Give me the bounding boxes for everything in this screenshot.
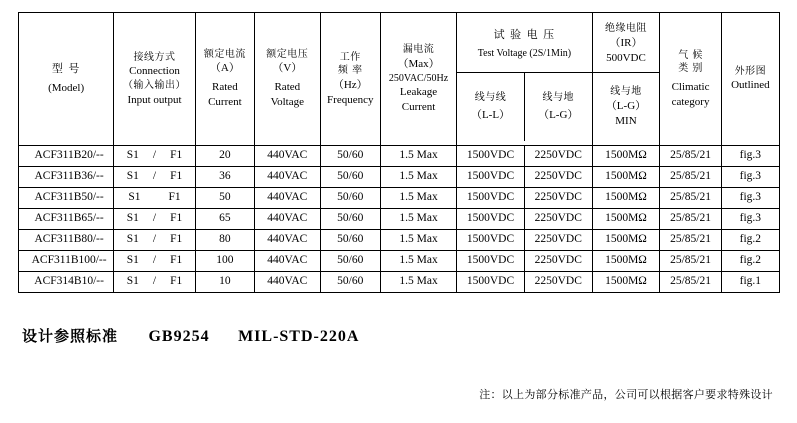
header-leakage-condition: 250VAC/50Hz [388, 72, 449, 84]
header-outlined-cn: 外形图 [734, 65, 767, 77]
header-connection-en: Connection [129, 65, 180, 78]
header-rated-current-cn: 额定电流 [203, 48, 246, 60]
header-rated-voltage-en2: Voltage [270, 96, 304, 109]
header-insulation-lg-en: （L-G） [605, 99, 647, 112]
cell-connection-out: F1 [170, 233, 183, 246]
header-rated-voltage-en1: Rated [274, 81, 301, 94]
cell-model: ACF311B65/-- [19, 209, 114, 230]
cell-frequency: 50/60 [320, 230, 380, 251]
header-leakage-unit: （Max） [397, 57, 440, 70]
design-standard-line [22, 325, 359, 346]
cell-connection [114, 188, 195, 209]
header-climatic-cn1: 气 候 [678, 49, 703, 61]
cell-test-lg: 2250VDC [524, 188, 592, 209]
cell-climatic: 25/85/21 [660, 209, 721, 230]
cell-connection-sep: / [152, 212, 157, 225]
header-frequency [320, 13, 380, 146]
cell-rated-voltage: 440VAC [255, 167, 321, 188]
cell-climatic: 25/85/21 [660, 146, 721, 167]
cell-model: ACF311B80/-- [19, 230, 114, 251]
cell-insulation: 1500MΩ [592, 209, 660, 230]
cell-rated-voltage: 440VAC [255, 188, 321, 209]
cell-rated-voltage: 440VAC [255, 251, 321, 272]
cell-test-ll: 1500VDC [457, 251, 525, 272]
header-rated-voltage [255, 13, 321, 146]
cell-connection-out: F1 [170, 212, 183, 225]
cell-leakage: 1.5 Max [380, 272, 456, 293]
cell-test-lg: 2250VDC [524, 167, 592, 188]
header-insulation-abbr: （IR） [609, 36, 643, 49]
footer-note: 注：以上为部分标准产品，公司可以根据客户要求特殊设计 [479, 388, 773, 401]
cell-model: ACF311B20/-- [19, 146, 114, 167]
cell-outlined: fig.3 [721, 188, 779, 209]
header-insulation-lg-cn: 线与地 [610, 86, 642, 98]
cell-rated-current: 20 [195, 146, 254, 167]
cell-connection [114, 146, 195, 167]
cell-model: ACF311B50/-- [19, 188, 114, 209]
cell-test-lg: 2250VDC [524, 230, 592, 251]
cell-leakage: 1.5 Max [380, 146, 456, 167]
cell-frequency: 50/60 [320, 251, 380, 272]
cell-rated-current: 80 [195, 230, 254, 251]
cell-outlined: fig.1 [721, 272, 779, 293]
cell-leakage: 1.5 Max [380, 209, 456, 230]
header-frequency-en: Frequency [327, 93, 374, 106]
header-insulation-condition: 500VDC [606, 51, 646, 64]
header-test-voltage-cn: 试 验 电 压 [493, 27, 556, 41]
cell-frequency: 50/60 [320, 272, 380, 293]
table-row [19, 167, 780, 188]
table-row [19, 272, 780, 293]
cell-leakage: 1.5 Max [380, 188, 456, 209]
cell-connection-in: S1 [126, 212, 139, 225]
cell-connection-in: S1 [126, 170, 139, 183]
cell-connection-out: F1 [170, 254, 183, 267]
cell-model: ACF314B10/-- [19, 272, 114, 293]
cell-rated-voltage: 440VAC [255, 209, 321, 230]
header-connection-io-cn: （输入输出） [122, 80, 186, 91]
cell-connection [114, 230, 195, 251]
cell-leakage: 1.5 Max [380, 167, 456, 188]
header-insulation-resistance [592, 13, 660, 146]
header-rated-current-unit: （A） [209, 62, 240, 75]
table-row [19, 146, 780, 167]
cell-test-ll: 1500VDC [457, 272, 525, 293]
cell-connection-out: F1 [170, 149, 183, 162]
header-test-voltage-en: Test Voltage (2S/1Min) [477, 47, 572, 59]
cell-climatic: 25/85/21 [660, 230, 721, 251]
specification-table [18, 12, 780, 293]
header-leakage-cn: 漏电流 [402, 44, 435, 56]
cell-test-ll: 1500VDC [457, 146, 525, 167]
cell-connection [114, 251, 195, 272]
header-model-en: (Model) [48, 82, 85, 94]
cell-rated-voltage: 440VAC [255, 146, 321, 167]
table-header [19, 13, 780, 146]
cell-connection [114, 272, 195, 293]
header-frequency-cn2: 频 率 [337, 65, 363, 77]
cell-model: ACF311B36/-- [19, 167, 114, 188]
cell-test-ll: 1500VDC [457, 209, 525, 230]
header-test-voltage-lg [525, 73, 592, 141]
header-climatic-en2: category [671, 95, 710, 108]
header-leakage-current [380, 13, 456, 146]
table-body [19, 146, 780, 293]
cell-climatic: 25/85/21 [660, 272, 721, 293]
cell-climatic: 25/85/21 [660, 251, 721, 272]
cell-insulation: 1500MΩ [592, 251, 660, 272]
cell-connection-in: S1 [126, 254, 139, 267]
cell-rated-current: 50 [195, 188, 254, 209]
cell-connection-sep: / [152, 149, 157, 162]
cell-connection-sep: / [152, 275, 157, 288]
cell-rated-voltage: 440VAC [255, 272, 321, 293]
header-frequency-unit: （Hz） [332, 78, 368, 91]
cell-rated-current: 100 [195, 251, 254, 272]
header-outlined [721, 13, 779, 146]
cell-test-lg: 2250VDC [524, 146, 592, 167]
header-test-lg-cn: 线与地 [542, 91, 574, 103]
cell-frequency: 50/60 [320, 209, 380, 230]
cell-test-ll: 1500VDC [457, 167, 525, 188]
cell-rated-current: 10 [195, 272, 254, 293]
header-test-lg-en: （L-G） [538, 109, 579, 122]
cell-connection-in: S1 [128, 191, 141, 204]
cell-test-ll: 1500VDC [457, 230, 525, 251]
header-insulation-cn: 绝缘电阻 [604, 23, 647, 35]
cell-outlined: fig.3 [721, 209, 779, 230]
header-test-voltage-ll [457, 73, 525, 141]
header-model-cn: 型 号 [51, 62, 81, 76]
cell-frequency: 50/60 [320, 146, 380, 167]
cell-rated-voltage: 440VAC [255, 230, 321, 251]
cell-insulation: 1500MΩ [592, 188, 660, 209]
cell-connection-out: F1 [170, 170, 183, 183]
cell-outlined: fig.2 [721, 251, 779, 272]
cell-frequency: 50/60 [320, 188, 380, 209]
cell-test-lg: 2250VDC [524, 251, 592, 272]
table-row [19, 188, 780, 209]
cell-frequency: 50/60 [320, 167, 380, 188]
header-connection-io-en: Input output [127, 93, 182, 106]
cell-connection-out: F1 [170, 275, 183, 288]
cell-test-ll: 1500VDC [457, 188, 525, 209]
header-rated-voltage-cn: 额定电压 [266, 48, 309, 60]
cell-insulation: 1500MΩ [592, 272, 660, 293]
cell-connection-sep: / [152, 233, 157, 246]
header-climatic-en1: Climatic [671, 80, 710, 93]
table-row [19, 251, 780, 272]
header-test-ll-cn: 线与线 [474, 91, 507, 103]
cell-connection-out: F1 [168, 191, 181, 204]
cell-insulation: 1500MΩ [592, 167, 660, 188]
design-standard-label: 设计参照标准 [22, 327, 119, 345]
cell-connection [114, 209, 195, 230]
standard-mil-std-220a: MIL-STD-220A [238, 328, 360, 345]
cell-leakage: 1.5 Max [380, 230, 456, 251]
header-leakage-en2: Current [401, 100, 436, 113]
cell-connection-in: S1 [126, 275, 139, 288]
table-row [19, 230, 780, 251]
header-leakage-en1: Leakage [399, 86, 438, 99]
cell-connection-in: S1 [126, 149, 139, 162]
cell-model: ACF311B100/-- [19, 251, 114, 272]
cell-insulation: 1500MΩ [592, 146, 660, 167]
cell-climatic: 25/85/21 [660, 167, 721, 188]
header-connection-cn: 接线方式 [133, 51, 176, 63]
cell-insulation: 1500MΩ [592, 230, 660, 251]
cell-outlined: fig.3 [721, 167, 779, 188]
header-frequency-cn1: 工作 [339, 51, 361, 63]
header-row [19, 13, 780, 146]
table-row [19, 209, 780, 230]
header-outlined-en: Outlined [731, 79, 770, 92]
standard-gb9254: GB9254 [148, 328, 210, 345]
header-rated-voltage-unit: （V） [272, 62, 303, 75]
cell-outlined: fig.2 [721, 230, 779, 251]
cell-climatic: 25/85/21 [660, 188, 721, 209]
cell-test-lg: 2250VDC [524, 272, 592, 293]
cell-connection-sep: / [152, 254, 157, 267]
header-climatic-category [660, 13, 721, 146]
header-test-voltage-group [457, 13, 592, 146]
header-connection [114, 13, 195, 146]
header-test-ll-en: （L-L） [470, 109, 511, 122]
header-rated-current-en1: Rated [212, 81, 238, 94]
header-insulation-min: MIN [615, 114, 637, 127]
header-climatic-cn2: 类 别 [678, 63, 703, 75]
cell-connection-sep: / [152, 170, 157, 183]
header-model [19, 13, 114, 146]
cell-connection-in: S1 [126, 233, 139, 246]
cell-test-lg: 2250VDC [524, 209, 592, 230]
header-rated-current [195, 13, 254, 146]
header-rated-current-en2: Current [208, 96, 242, 109]
cell-rated-current: 65 [195, 209, 254, 230]
cell-leakage: 1.5 Max [380, 251, 456, 272]
cell-outlined: fig.3 [721, 146, 779, 167]
cell-rated-current: 36 [195, 167, 254, 188]
cell-connection [114, 167, 195, 188]
